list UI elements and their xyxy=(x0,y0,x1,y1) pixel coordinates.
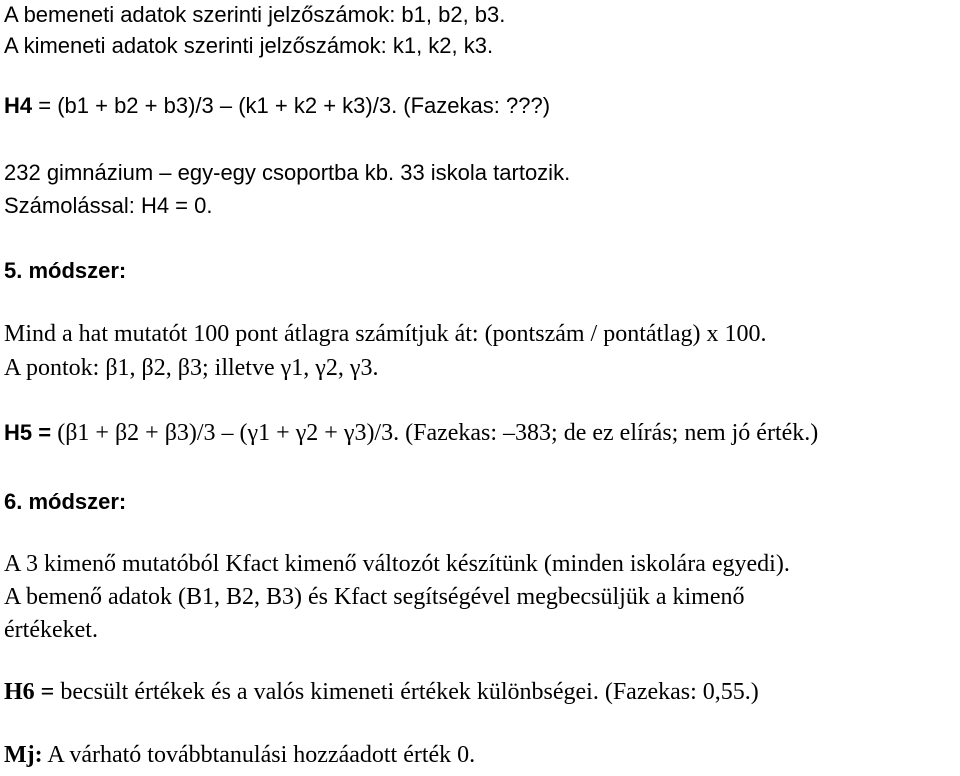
h6-definition-text: becsült értékek és a valós kimeneti értékek különbségei. (Fazekas: 0,55.) xyxy=(54,679,759,705)
line-text: A 3 kimenő mutatóból Kfact kimenő változót készítünk (minden iskolára egyedi). xyxy=(4,551,790,577)
text-line-gymnasium-count xyxy=(4,158,570,188)
h4-label: H4 xyxy=(4,93,33,118)
line-text: Számolással: H4 = 0. xyxy=(4,193,213,218)
heading-method-6 xyxy=(4,487,126,517)
note-label: Mj: xyxy=(4,742,43,768)
text-line-h6-definition xyxy=(4,677,759,707)
line-text: A pontok: β1, β2, β3; illetve γ1, γ2, γ3. xyxy=(4,355,379,381)
h4-formula-text: = (b1 + b2 + b3)/3 – (k1 + k2 + k3)/3. (Fazekas: ???) xyxy=(32,93,551,118)
heading-text: 6. módszer: xyxy=(4,489,127,514)
text-line-points xyxy=(4,353,378,383)
text-line-output-indicators xyxy=(4,31,493,61)
heading-text: 5. módszer: xyxy=(4,258,127,283)
h5-label: H5 = xyxy=(4,420,58,445)
h5-formula-text: (β1 + β2 + β3)/3 – (γ1 + γ2 + γ3)/3. (Fazekas: –383; de ez elírás; nem jó érték.) xyxy=(57,420,819,446)
text-line-note xyxy=(4,740,475,770)
note-text: A várható továbbtanulási hozzáadott érték 0. xyxy=(42,742,476,768)
line-text: Mind a hat mutatót 100 pont átlagra számítjuk át: (pontszám / pontátlag) x 100. xyxy=(4,321,767,347)
h6-label: H6 = xyxy=(4,679,55,705)
text-line-input-indicators xyxy=(4,0,505,30)
line-text: 232 gimnázium – egy-egy csoportba kb. 33 iskola tartozik. xyxy=(4,160,571,185)
line-text: A kimeneti adatok szerinti jelzőszámok: k1, k2, k3. xyxy=(4,33,494,58)
text-line-values xyxy=(4,615,98,645)
text-line-input-data xyxy=(4,582,744,612)
text-line-method-5-description xyxy=(4,319,767,349)
line-text: értékeket. xyxy=(4,617,98,643)
line-text: A bemenő adatok (B1, B2, B3) és Kfact segítségével megbecsüljük a kimenő xyxy=(4,584,745,610)
heading-method-5 xyxy=(4,256,126,286)
line-text: A bemeneti adatok szerinti jelzőszámok: b1, b2, b3. xyxy=(4,2,506,27)
text-line-h4-formula xyxy=(4,91,550,121)
text-line-kfact xyxy=(4,549,790,579)
text-line-h4-result xyxy=(4,191,212,221)
text-line-h5-formula xyxy=(4,418,818,448)
